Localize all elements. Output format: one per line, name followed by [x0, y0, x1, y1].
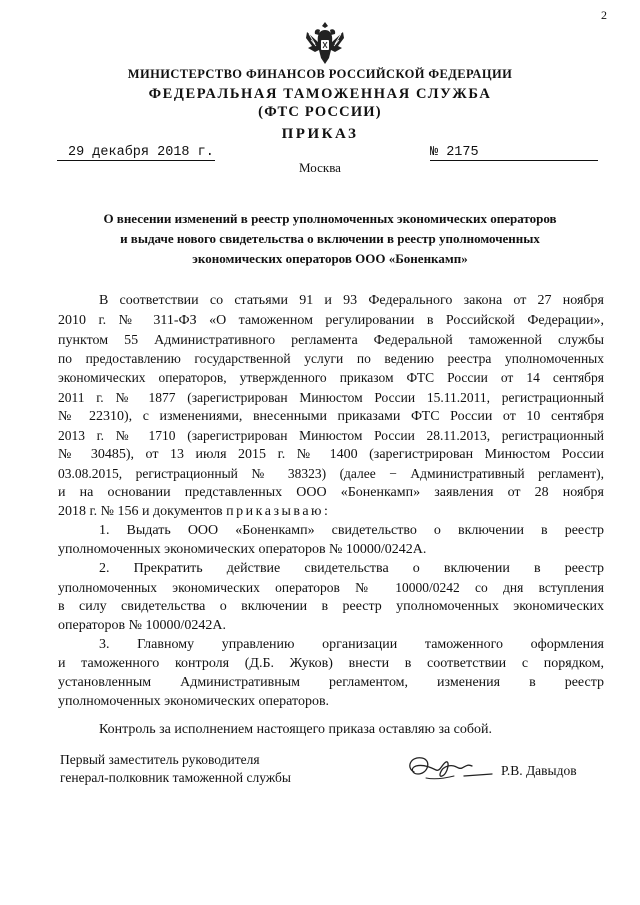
- signer-position: Первый заместитель руководителя: [60, 752, 260, 767]
- order-number: № 2175: [430, 145, 479, 160]
- preamble-line: В соответствии со статьями 91 и 93 Федерального закона от 27 ноября: [99, 293, 604, 308]
- preamble-line: 2013 г. № 1710 (зарегистрирован Минюстом России 28.11.2013, регистрационный: [58, 428, 604, 443]
- preamble-line: № 30485), от 13 июля 2015 г. № 1400 (зарегистрирован Минюстом России: [58, 447, 604, 462]
- item2-line: 2. Прекратить действие свидетельства о включении в реестр: [99, 561, 604, 576]
- handwritten-signature-icon: [402, 748, 494, 784]
- item3-line: уполномоченных экономических операторов.: [58, 694, 330, 709]
- item2-line: уполномоченных экономических операторов № 10000/0242 со дня вступления: [58, 580, 604, 595]
- subject-line: экономических операторов ООО «Боненкамп»: [192, 251, 468, 266]
- state-emblem-icon: [303, 18, 347, 68]
- signer-rank: генерал-полковник таможенной службы: [60, 770, 291, 785]
- subject-line: и выдаче нового свидетельства о включении в реестр уполномоченных: [120, 231, 540, 246]
- document-type: ПРИКАЗ: [281, 126, 359, 142]
- order-date: 29 декабря 2018 г.: [68, 145, 214, 160]
- service-name: ФЕДЕРАЛЬНАЯ ТАМОЖЕННАЯ СЛУЖБА: [148, 86, 492, 102]
- preamble-line: экономических операторов, утвержденного приказом ФТС России от 14 сентября: [58, 370, 604, 385]
- page-number: 2: [601, 8, 607, 22]
- preamble-last-text: 2018 г. № 156 и документов: [58, 504, 223, 519]
- preamble-line: № 22310), с изменениями, внесенными приказами ФТС России от 10 сентября: [58, 409, 604, 424]
- preamble-line: 2011 г. № 1877 (зарегистрирован Минюстом России 15.11.2011, регистрационный: [58, 390, 604, 405]
- control-sentence: Контроль за исполнением настоящего приказа оставляю за собой.: [99, 722, 493, 737]
- preamble-line: по предоставлению государственной услуги по ведению реестра уполномоченных: [58, 351, 604, 366]
- preamble-last-line: [58, 504, 330, 520]
- preamble-line: пунктом 55 Административного регламента Федеральной таможенной службы: [58, 333, 604, 348]
- service-short-name: (ФТС РОССИИ): [258, 104, 382, 120]
- item2-line: операторов № 10000/0242А.: [58, 618, 226, 633]
- item3-line: установленным Административным регламентом, изменения в реестр: [58, 675, 604, 690]
- preamble-line: 2010 г. № 311-ФЗ «О таможенном регулировании в Российской Федерации»,: [58, 313, 604, 328]
- city: Москва: [299, 160, 341, 175]
- item3-line: 3. Главному управлению организации таможенного оформления: [99, 637, 604, 652]
- item1-line: 1. Выдать ООО «Боненкамп» свидетельство о включении в реестр: [99, 523, 604, 538]
- item2-line: в силу свидетельства о включении в реестр уполномоченных экономических: [58, 599, 604, 614]
- ministry-name: МИНИСТЕРСТВО ФИНАНСОВ РОССИЙСКОЙ ФЕДЕРАЦИИ: [127, 67, 513, 81]
- item3-line: и таможенного контроля (Д.Б. Жуков) внести в соответствии с порядком,: [58, 656, 604, 671]
- subject-line: О внесении изменений в реестр уполномоченных экономических операторов: [103, 211, 557, 226]
- item1-line: уполномоченных экономических операторов № 10000/0242А.: [58, 542, 427, 557]
- signer-name: Р.В. Давыдов: [501, 763, 577, 778]
- command-word: приказываю:: [226, 504, 331, 519]
- preamble-line: и на основании представленных ООО «Боненкамп» заявления от 28 ноября: [58, 485, 604, 500]
- preamble-line: 03.08.2015, регистрационный № 38323) (далее − Административный регламент),: [58, 466, 604, 481]
